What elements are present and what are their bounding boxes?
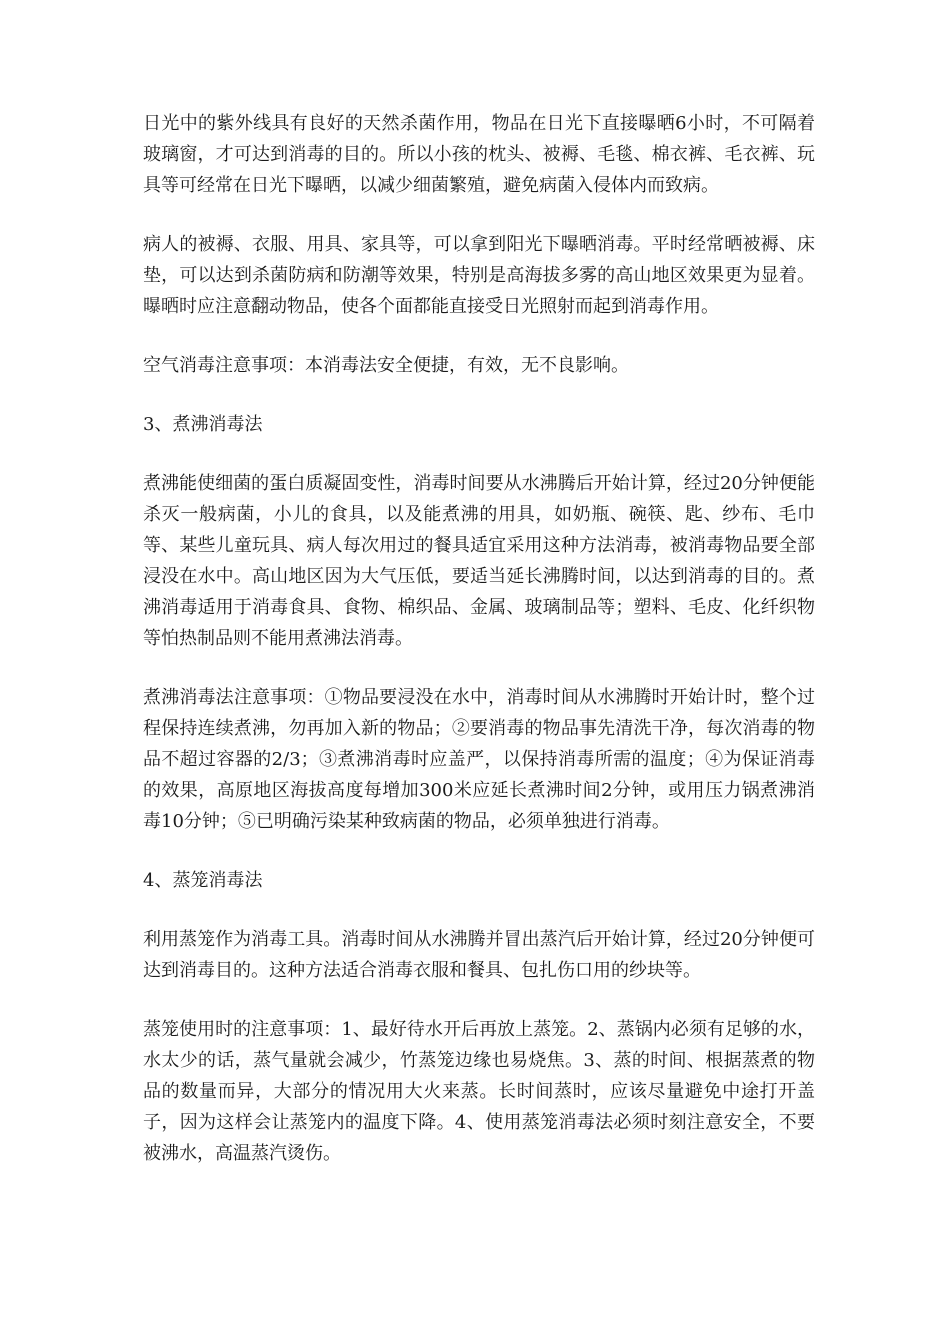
paragraph-boiling: 煮沸能使细菌的蛋白质凝固变性，消毒时间要从水沸腾后开始计算，经过20分钟便能杀灭一般病菌，小儿的食具，以及能煮沸的用具，如奶瓶、碗筷、匙、纱布、毛巾等、某些儿童玩具、病人每次用过的餐具适宜采用这种方法消毒，被消毒物品要全部浸没在水中。高山地区因为大气压低，要适当延长沸腾时间，以达到消毒的目的。煮沸消毒适用于消毒食具、食物、棉织品、金属、玻璃制品等；塑料、毛皮、化纤织物等怕热制品则不能用煮沸法消毒。: [143, 473, 815, 649]
document-page: [143, 108, 815, 1197]
paragraph-steamer: 利用蒸笼作为消毒工具。消毒时间从水沸腾并冒出蒸汽后开始计算，经过20分钟便可达到消毒目的。这种方法适合消毒衣服和餐具、包扎伤口用的纱块等。: [143, 929, 815, 981]
paragraph-sun-disinfection: 日光中的紫外线具有良好的天然杀菌作用，物品在日光下直接曝晒6小时，不可隔着玻璃窗，才可达到消毒的目的。所以小孩的枕头、被褥、毛毯、棉衣裤、毛衣裤、玩具等可经常在日光下曝晒，以减少细菌繁殖，避免病菌入侵体内而致病。: [143, 113, 815, 196]
paragraph-steamer-notes: 蒸笼使用时的注意事项：1、最好待水开后再放上蒸笼。2、蒸锅内必须有足够的水，水太少的话，蒸气量就会减少，竹蒸笼边缘也易烧焦。3、蒸的时间、根据蒸煮的物品的数量而异，大部分的情况用大火来蒸。长时间蒸时，应该尽量避免中途打开盖子，因为这样会让蒸笼内的温度下降。4、使用蒸笼消毒法必须时刻注意安全，不要被沸水，高温蒸汽烫伤。: [143, 1019, 815, 1164]
paragraph-boiling-notes: 煮沸消毒法注意事项：①物品要浸没在水中，消毒时间从水沸腾时开始计时，整个过程保持连续煮沸，勿再加入新的物品；②要消毒的物品事先清洗干净，每次消毒的物品不超过容器的2/3；③煮沸消毒时应盖严，以保持消毒所需的温度；④为保证消毒的效果，高原地区海拔高度每增加300米应延长煮沸时间2分钟，或用压力锅煮沸消毒10分钟；⑤已明确污染某种致病菌的物品，必须单独进行消毒。: [143, 687, 815, 832]
paragraph-air-notes: 空气消毒注意事项：本消毒法安全便捷，有效，无不良影响。: [143, 355, 629, 376]
paragraph-patient-items: 病人的被褥、衣服、用具、家具等，可以拿到阳光下曝晒消毒。平时经常晒被褥、床垫，可以达到杀菌防病和防潮等效果，特别是高海拔多雾的高山地区效果更为显着。曝晒时应注意翻动物品，使各个面都能直接受日光照射而起到消毒作用。: [143, 234, 815, 317]
section-heading-boiling: 3、煮沸消毒法: [143, 414, 263, 435]
section-heading-steamer: 4、蒸笼消毒法: [143, 870, 263, 891]
